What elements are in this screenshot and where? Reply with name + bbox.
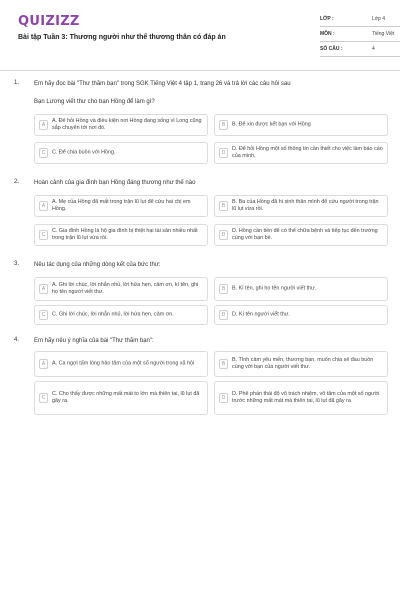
option-text: B. Tình cảm yêu mến, thương bạn, muốn chia sẻ đau buồn cùng với bạn của người viết thư. — [232, 356, 374, 370]
option-d[interactable] — [214, 142, 388, 164]
option-text: C. Gia đình Hồng là hộ gia đình bị thiệt hại tài sản nhiều nhất trong trận lũ lụt vừa rồi. — [52, 227, 198, 241]
option-text: C. Cho thấy được những mất mát to lớn mà thiên tai, lũ lụt đã gây ra. — [52, 390, 200, 404]
option-letter: D — [219, 148, 228, 158]
option-letter: C — [39, 230, 48, 240]
option-text: A. Mẹ của Hồng đã mất trong trận lũ lụt để cứu hai chị em Hồng. — [52, 198, 191, 212]
question-subtext: Bạn Lương viết thư cho bạn Hồng để làm gì? — [34, 99, 155, 105]
meta-label: SỐ CÂU : — [320, 46, 343, 52]
meta-row-grade — [320, 12, 400, 27]
option-text: D. Kí tên người viết thư. — [232, 311, 290, 318]
option-c[interactable] — [34, 305, 208, 325]
option-letter: C — [39, 393, 48, 403]
option-d[interactable] — [214, 381, 388, 415]
meta-label: LỚP : — [320, 16, 334, 22]
option-text: A. Ca ngợi tấm lòng hảo tâm của một số người trong xã hội — [52, 360, 195, 367]
option-letter: A — [39, 284, 48, 294]
option-b[interactable] — [214, 351, 388, 377]
question-number: 2. — [14, 179, 20, 185]
question-text: Em hãy nêu ý nghĩa của bài "Thư thăm bạn": — [34, 338, 154, 344]
option-b[interactable] — [214, 195, 388, 217]
worksheet-title: Bài tập Tuần 3: Thương người như thể thương thân có đáp án — [18, 34, 226, 41]
option-letter: A — [39, 359, 48, 369]
option-c[interactable] — [34, 381, 208, 415]
meta-value: Tiếng Việt — [372, 31, 395, 37]
option-letter: A — [39, 120, 48, 130]
question-text: Em hãy đọc bài "Thư thăm bạn" trong SGK Tiếng Việt 4 tập 1, trang 26 và trả lời các câu hỏi sau — [34, 81, 291, 87]
meta-row-question-count — [320, 42, 400, 57]
option-text: B. Kí tên, ghi họ tên người viết thư. — [232, 285, 317, 292]
option-letter: D — [219, 393, 228, 403]
option-letter: C — [39, 148, 48, 158]
option-b[interactable] — [214, 114, 388, 136]
option-text: D. Hồng cần tiền để có thể chữa bệnh và tiếp tục đến trường cùng với bạn bè. — [232, 227, 378, 241]
option-letter: C — [39, 310, 48, 320]
option-text: B. Ba của Hồng đã hi sinh thân mình để cứu người trong trận lũ lụt vừa rồi. — [232, 198, 379, 212]
question-number: 1. — [14, 80, 20, 86]
question-text: Hoàn cảnh của gia đình bạn Hồng đáng thương như thế nào — [34, 180, 196, 186]
option-letter: B — [219, 120, 228, 130]
option-a[interactable] — [34, 114, 208, 136]
option-a[interactable] — [34, 277, 208, 301]
question-text: Nêu tác dụng của những dòng kết của bức thư: — [34, 262, 161, 268]
question-number: 4. — [14, 337, 20, 343]
question-number: 3. — [14, 261, 20, 267]
option-a[interactable] — [34, 351, 208, 377]
option-letter: D — [219, 230, 228, 240]
meta-value: Lớp 4 — [372, 16, 386, 22]
quizizz-logo: QUIZIZZ — [18, 14, 80, 29]
meta-label: MÔN : — [320, 31, 335, 37]
option-letter: B — [219, 359, 228, 369]
option-b[interactable] — [214, 277, 388, 301]
option-letter: D — [219, 310, 228, 320]
option-text: D. Để hỏi Hồng một số thông tin cần thiết cho việc làm báo cáo của mình, — [232, 145, 383, 159]
option-text: C. Ghi lời chúc, lời nhắn nhủ, lời hứa hẹn, cảm ơn. — [52, 311, 174, 318]
option-letter: B — [219, 284, 228, 294]
option-text: A. Để hỏi Hồng và điều kiện nơi Hồng đang sống vì Long cũng sắp chuyển tới nơi đó. — [52, 117, 202, 131]
option-text: C. Để chia buồn với Hồng. — [52, 149, 116, 156]
worksheet-meta — [320, 12, 400, 57]
option-letter: B — [219, 201, 228, 211]
meta-row-subject — [320, 27, 400, 42]
option-text: D. Phê phán thái độ vô trách nhiệm, vô tâm của một số người trước những mất mát mà thiên tai, lũ lụt đã gây ra — [232, 390, 380, 404]
header-divider — [0, 70, 400, 71]
option-c[interactable] — [34, 142, 208, 164]
worksheet-header — [18, 12, 395, 60]
option-text: A. Ghi lời chúc, lời nhắn nhủ, lời hứa hẹn, cảm ơn, kí tên, ghi họ tên người viết thư. — [52, 281, 199, 295]
option-d[interactable] — [214, 305, 388, 325]
option-d[interactable] — [214, 224, 388, 246]
option-c[interactable] — [34, 224, 208, 246]
option-text: B. Để xin được kết bạn với Hồng — [232, 121, 311, 128]
option-letter: A — [39, 201, 48, 211]
option-a[interactable] — [34, 195, 208, 217]
meta-value: 4 — [372, 46, 375, 52]
